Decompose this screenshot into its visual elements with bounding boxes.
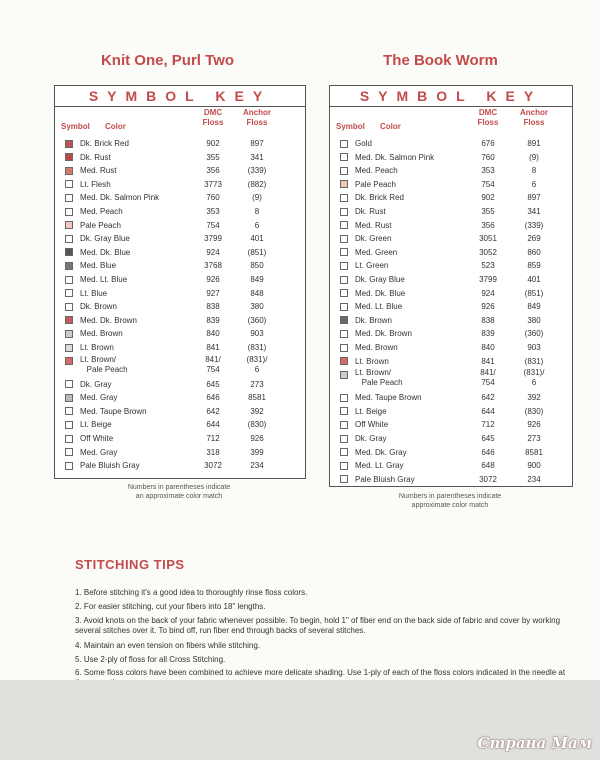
color-name: Lt. Green <box>355 261 389 271</box>
left-hdr-symbol: Symbol <box>61 122 90 131</box>
anchor-floss-value: 849 <box>250 275 264 284</box>
key-row <box>55 151 305 165</box>
anchor-floss-value: 399 <box>250 447 264 457</box>
color-name: Off White <box>80 434 114 443</box>
color-name: Med. Dk. Gray <box>355 447 407 457</box>
anchor-floss-value: 8581 <box>525 447 543 457</box>
color-name: Med. Brown <box>80 329 123 339</box>
anchor-floss-value: 273 <box>250 379 264 389</box>
symbol-swatch-icon <box>65 289 73 297</box>
dmc-floss-value: 355 <box>481 207 495 216</box>
color-name: Med. Dk. Blue <box>80 247 131 257</box>
anchor-floss-value: 926 <box>527 420 541 430</box>
dmc-floss-value: 924 <box>481 288 495 298</box>
anchor-floss-value: (830) <box>247 420 267 430</box>
left-symbol-key <box>54 85 306 479</box>
dmc-floss-value: 840 <box>481 343 495 352</box>
symbol-swatch-icon <box>340 248 348 256</box>
key-row <box>330 446 572 460</box>
anchor-floss-value: 859 <box>527 261 541 271</box>
dmc-floss-value: 754 <box>481 179 495 189</box>
key-row <box>55 405 305 419</box>
dmc-floss-value: 644 <box>481 406 495 416</box>
anchor-floss-value: (360) <box>247 315 267 325</box>
symbol-swatch-icon <box>340 394 348 402</box>
right-hdr-symbol: Symbol <box>336 122 365 131</box>
anchor-floss-value: 6 <box>254 220 260 230</box>
key-row <box>55 432 305 446</box>
anchor-floss-value: (831)/ 6 <box>246 354 268 374</box>
symbol-swatch-icon <box>340 421 348 429</box>
key-row <box>330 368 572 391</box>
key-row <box>55 137 305 151</box>
dmc-floss-value: 676 <box>481 139 495 148</box>
anchor-floss-value: 341 <box>250 152 264 162</box>
symbol-swatch-icon <box>340 262 348 270</box>
anchor-floss-value: (882) <box>247 179 267 189</box>
anchor-floss-value: 392 <box>250 406 264 416</box>
key-row <box>55 164 305 178</box>
anchor-floss-value: 380 <box>250 302 264 312</box>
dmc-floss-value: 353 <box>481 166 495 176</box>
anchor-floss-value: 8581 <box>248 393 266 403</box>
color-name: Med. Lt. Blue <box>355 302 403 312</box>
key-row <box>55 219 305 233</box>
color-name: Med. Taupe Brown <box>355 393 422 403</box>
key-row <box>330 355 572 369</box>
dmc-floss-value: 356 <box>206 166 220 176</box>
left-title: Knit One, Purl Two <box>100 52 235 69</box>
anchor-floss-value: (831) <box>247 343 267 352</box>
symbol-swatch-icon <box>65 394 73 402</box>
anchor-floss-value: (851) <box>247 247 267 257</box>
color-name: Dk. Green <box>355 234 392 244</box>
symbol-swatch-icon <box>340 475 348 483</box>
key-row <box>330 314 572 328</box>
key-row <box>55 287 305 301</box>
symbol-swatch-icon <box>65 303 73 311</box>
symbol-swatch-icon <box>340 448 348 456</box>
symbol-swatch-icon <box>65 180 73 188</box>
dmc-floss-value: 645 <box>481 434 495 443</box>
key-row <box>55 446 305 460</box>
anchor-floss-value: (9) <box>252 193 262 203</box>
dmc-floss-value: 642 <box>206 406 220 416</box>
color-name: Dk. Rust <box>80 152 111 162</box>
dmc-floss-value: 646 <box>481 447 495 457</box>
dmc-floss-value: 839 <box>206 315 220 325</box>
key-row <box>55 246 305 260</box>
color-name: Lt. Brown <box>355 356 389 366</box>
symbol-swatch-icon <box>340 303 348 311</box>
key-row <box>330 300 572 314</box>
right-hdr-anchor: Anchor Floss <box>520 108 548 127</box>
dmc-floss-value: 318 <box>206 447 220 457</box>
key-row <box>55 418 305 432</box>
symbol-swatch-icon <box>65 276 73 284</box>
color-name: Gold <box>355 139 372 148</box>
key-row <box>330 432 572 446</box>
color-name: Dk. Brick Red <box>80 139 129 148</box>
dmc-floss-value: 924 <box>206 247 220 257</box>
anchor-floss-value: 860 <box>527 247 541 257</box>
anchor-floss-value: 903 <box>527 343 541 352</box>
key-row <box>55 327 305 341</box>
symbol-swatch-icon <box>340 357 348 365</box>
dmc-floss-value: 841/ 754 <box>480 368 496 388</box>
color-name: Lt. Beige <box>80 420 112 430</box>
symbol-swatch-icon <box>340 289 348 297</box>
key-row <box>330 137 572 151</box>
anchor-floss-value: 401 <box>250 234 264 244</box>
color-name: Dk. Gray <box>80 379 112 389</box>
dmc-floss-value: 902 <box>206 139 220 148</box>
stitching-tip: 6. Some floss colors have been combined to achieve more delicate shading. Use 1-ply of each of the floss colors indicated in the needle at <box>75 668 566 677</box>
dmc-floss-value: 926 <box>206 275 220 284</box>
dmc-floss-value: 648 <box>481 461 495 471</box>
stitching-tip: 4. Maintain an even tension on fibers while stitching. <box>75 641 260 650</box>
symbol-swatch-icon <box>340 221 348 229</box>
key-row <box>330 151 572 165</box>
symbol-swatch-icon <box>340 276 348 284</box>
dmc-floss-value: 3052 <box>479 247 497 257</box>
dmc-floss-value: 645 <box>206 379 220 389</box>
color-name: Lt. Brown <box>80 343 114 352</box>
symbol-swatch-icon <box>340 153 348 161</box>
dmc-floss-value: 841 <box>481 356 495 366</box>
color-name: Med. Rust <box>355 220 392 230</box>
stitching-tip: 2. For easier stitching, cut your fibers into 18" lengths. <box>75 602 266 611</box>
symbol-swatch-icon <box>340 344 348 352</box>
symbol-swatch-icon <box>65 153 73 161</box>
color-name: Pale Bluish Gray <box>355 474 415 484</box>
color-name: Dk. Brown <box>80 302 117 312</box>
symbol-swatch-icon <box>340 140 348 148</box>
left-note: Numbers in parentheses indicate an approximate color match <box>127 484 231 500</box>
anchor-floss-value: 900 <box>527 461 541 471</box>
key-row <box>330 259 572 273</box>
symbol-swatch-icon <box>65 316 73 324</box>
color-name: Med. Dk. Salmon Pink <box>80 193 160 203</box>
right-symbol-key <box>329 85 573 487</box>
key-row <box>55 341 305 355</box>
dmc-floss-value: 760 <box>206 193 220 203</box>
color-name: Med. Peach <box>80 207 123 216</box>
dmc-floss-value: 838 <box>481 315 495 325</box>
symbol-swatch-icon <box>65 208 73 216</box>
symbol-swatch-icon <box>65 330 73 338</box>
symbol-swatch-icon <box>340 208 348 216</box>
color-name: Med. Taupe Brown <box>80 406 147 416</box>
anchor-floss-value: 8 <box>531 166 537 176</box>
right-hdr-color: Color <box>380 122 401 131</box>
key-row <box>55 259 305 273</box>
anchor-floss-value: 341 <box>527 207 541 216</box>
left-key-title: SYMBOL KEY <box>54 85 306 107</box>
dmc-floss-value: 754 <box>206 220 220 230</box>
symbol-swatch-icon <box>340 194 348 202</box>
key-row <box>330 287 572 301</box>
anchor-floss-value: 273 <box>527 434 541 443</box>
key-row <box>330 273 572 287</box>
key-row <box>330 391 572 405</box>
right-key-title: SYMBOL KEY <box>329 85 573 107</box>
stitching-tip: 5. Use 2-ply of floss for all Cross Stitching. <box>75 655 226 664</box>
symbol-swatch-icon <box>340 180 348 188</box>
color-name: Med. Rust <box>80 166 117 176</box>
symbol-swatch-icon <box>65 140 73 148</box>
key-row <box>330 405 572 419</box>
symbol-swatch-icon <box>65 248 73 256</box>
color-name: Lt. Flesh <box>80 179 111 189</box>
dmc-floss-value: 353 <box>206 207 220 216</box>
dmc-floss-value: 838 <box>206 302 220 312</box>
dmc-floss-value: 3072 <box>479 474 497 484</box>
key-row <box>330 219 572 233</box>
color-name: Lt. Blue <box>80 288 108 298</box>
key-row <box>330 459 572 473</box>
anchor-floss-value: 848 <box>250 288 264 298</box>
dmc-floss-value: 3773 <box>204 179 222 189</box>
symbol-swatch-icon <box>65 448 73 456</box>
dmc-floss-value: 3768 <box>204 261 222 271</box>
symbol-swatch-icon <box>340 407 348 415</box>
symbol-swatch-icon <box>65 357 73 365</box>
key-row <box>330 178 572 192</box>
stitching-tips-title: STITCHING TIPS <box>75 557 185 572</box>
color-name: Med. Brown <box>355 343 398 352</box>
dmc-floss-value: 841/ 754 <box>205 354 221 374</box>
dmc-floss-value: 926 <box>481 302 495 312</box>
left-hdr-anchor: Anchor Floss <box>243 108 271 127</box>
anchor-floss-value: (830) <box>524 406 544 416</box>
color-name: Med. Peach <box>355 166 398 176</box>
key-row <box>55 355 305 378</box>
dmc-floss-value: 644 <box>206 420 220 430</box>
anchor-floss-value: 850 <box>250 261 264 271</box>
dmc-floss-value: 646 <box>206 393 220 403</box>
key-row <box>55 232 305 246</box>
symbol-swatch-icon <box>340 330 348 338</box>
key-row <box>55 205 305 219</box>
color-name: Med. Gray <box>80 393 118 403</box>
color-name: Med. Dk. Brown <box>80 315 137 325</box>
anchor-floss-value: 849 <box>527 302 541 312</box>
anchor-floss-value: (9) <box>529 152 539 162</box>
symbol-swatch-icon <box>65 421 73 429</box>
symbol-swatch-icon <box>65 380 73 388</box>
color-name: Med. Green <box>355 247 398 257</box>
symbol-swatch-icon <box>340 371 348 379</box>
left-hdr-color: Color <box>105 122 126 131</box>
dmc-floss-value: 356 <box>481 220 495 230</box>
symbol-swatch-icon <box>340 435 348 443</box>
color-name: Lt. Brown/ Pale Peach <box>355 368 403 388</box>
symbol-swatch-icon <box>65 262 73 270</box>
symbol-swatch-icon <box>65 435 73 443</box>
color-name: Dk. Gray Blue <box>80 234 130 244</box>
key-row <box>55 178 305 192</box>
dmc-floss-value: 642 <box>481 393 495 403</box>
color-name: Med. Dk. Salmon Pink <box>355 152 435 162</box>
symbol-swatch-icon <box>340 316 348 324</box>
dmc-floss-value: 902 <box>481 193 495 203</box>
anchor-floss-value: 380 <box>527 315 541 325</box>
key-row <box>55 191 305 205</box>
anchor-floss-value: 897 <box>527 193 541 203</box>
color-name: Dk. Gray <box>355 434 387 443</box>
key-row <box>330 473 572 487</box>
anchor-floss-value: (851) <box>524 288 544 298</box>
symbol-swatch-icon <box>340 167 348 175</box>
color-name: Med. Dk. Blue <box>355 288 406 298</box>
stitching-tip: 3. Avoid knots on the back of your fabric whenever possible. To begin, hold 1" of fiber end on the back side of fabric and cover by working several stitches over it. To bind off, run fiber end through backs of several stitches. <box>75 616 561 635</box>
symbol-swatch-icon <box>65 462 73 470</box>
key-row <box>330 191 572 205</box>
symbol-swatch-icon <box>65 407 73 415</box>
key-row <box>330 418 572 432</box>
key-row <box>55 459 305 473</box>
key-row <box>330 232 572 246</box>
color-name: Pale Bluish Gray <box>80 461 140 471</box>
right-title: The Book Worm <box>383 52 498 69</box>
anchor-floss-value: 401 <box>527 275 541 284</box>
right-hdr-dmc: DMC Floss <box>477 108 499 127</box>
anchor-floss-value: 269 <box>527 234 541 244</box>
dmc-floss-value: 3051 <box>479 234 497 244</box>
color-name: Dk. Brown <box>355 315 392 325</box>
color-name: Med. Lt. Blue <box>80 275 128 284</box>
key-row <box>55 391 305 405</box>
dmc-floss-value: 712 <box>481 420 495 430</box>
symbol-swatch-icon <box>65 194 73 202</box>
key-row <box>55 378 305 392</box>
symbol-swatch-icon <box>65 235 73 243</box>
color-name: Med. Lt. Gray <box>355 461 404 471</box>
dmc-floss-value: 839 <box>481 329 495 339</box>
anchor-floss-value: 234 <box>527 474 541 484</box>
anchor-floss-value: (831)/ 6 <box>523 368 545 388</box>
symbol-swatch-icon <box>65 344 73 352</box>
color-name: Lt. Beige <box>355 406 387 416</box>
color-name: Pale Peach <box>80 220 121 230</box>
anchor-floss-value: 6 <box>531 179 537 189</box>
key-row <box>330 327 572 341</box>
symbol-swatch-icon <box>340 462 348 470</box>
dmc-floss-value: 3799 <box>479 275 497 284</box>
key-row <box>330 205 572 219</box>
dmc-floss-value: 927 <box>206 288 220 298</box>
color-name: Off White <box>355 420 389 430</box>
anchor-floss-value: (831) <box>524 356 544 366</box>
dmc-floss-value: 840 <box>206 329 220 339</box>
anchor-floss-value: (360) <box>524 329 544 339</box>
anchor-floss-value: 897 <box>250 139 264 148</box>
dmc-floss-value: 3799 <box>204 234 222 244</box>
anchor-floss-value: 926 <box>250 434 264 443</box>
anchor-floss-value: 234 <box>250 461 264 471</box>
key-row <box>330 341 572 355</box>
color-name: Med. Blue <box>80 261 117 271</box>
color-name: Med. Gray <box>80 447 118 457</box>
anchor-floss-value: 392 <box>527 393 541 403</box>
symbol-swatch-icon <box>340 235 348 243</box>
color-name: Dk. Rust <box>355 207 386 216</box>
key-row <box>330 164 572 178</box>
anchor-floss-value: 903 <box>250 329 264 339</box>
color-name: Pale Peach <box>355 179 396 189</box>
symbol-swatch-icon <box>65 167 73 175</box>
key-row <box>330 246 572 260</box>
right-note: Numbers in parentheses indicate approximate color match <box>398 493 502 509</box>
symbol-swatch-icon <box>65 221 73 229</box>
key-row <box>55 300 305 314</box>
color-name: Lt. Brown/ Pale Peach <box>80 354 128 374</box>
key-row <box>55 273 305 287</box>
dmc-floss-value: 523 <box>481 261 495 271</box>
color-name: Med. Dk. Brown <box>355 329 412 339</box>
anchor-floss-value: (339) <box>524 220 544 230</box>
dmc-floss-value: 760 <box>481 152 495 162</box>
color-name: Dk. Gray Blue <box>355 275 405 284</box>
color-name: Dk. Brick Red <box>355 193 404 203</box>
stitching-tip: 1. Before stitching it's a good idea to thoroughly rinse floss colors. <box>75 588 308 597</box>
dmc-floss-value: 841 <box>206 343 220 352</box>
left-hdr-dmc: DMC Floss <box>202 108 224 127</box>
dmc-floss-value: 3072 <box>204 461 222 471</box>
anchor-floss-value: (339) <box>247 166 267 176</box>
watermark-logo: Страна Мам <box>477 734 592 752</box>
dmc-floss-value: 355 <box>206 152 220 162</box>
key-row <box>55 314 305 328</box>
dmc-floss-value: 712 <box>206 434 220 443</box>
anchor-floss-value: 891 <box>527 139 541 148</box>
anchor-floss-value: 8 <box>254 207 260 216</box>
